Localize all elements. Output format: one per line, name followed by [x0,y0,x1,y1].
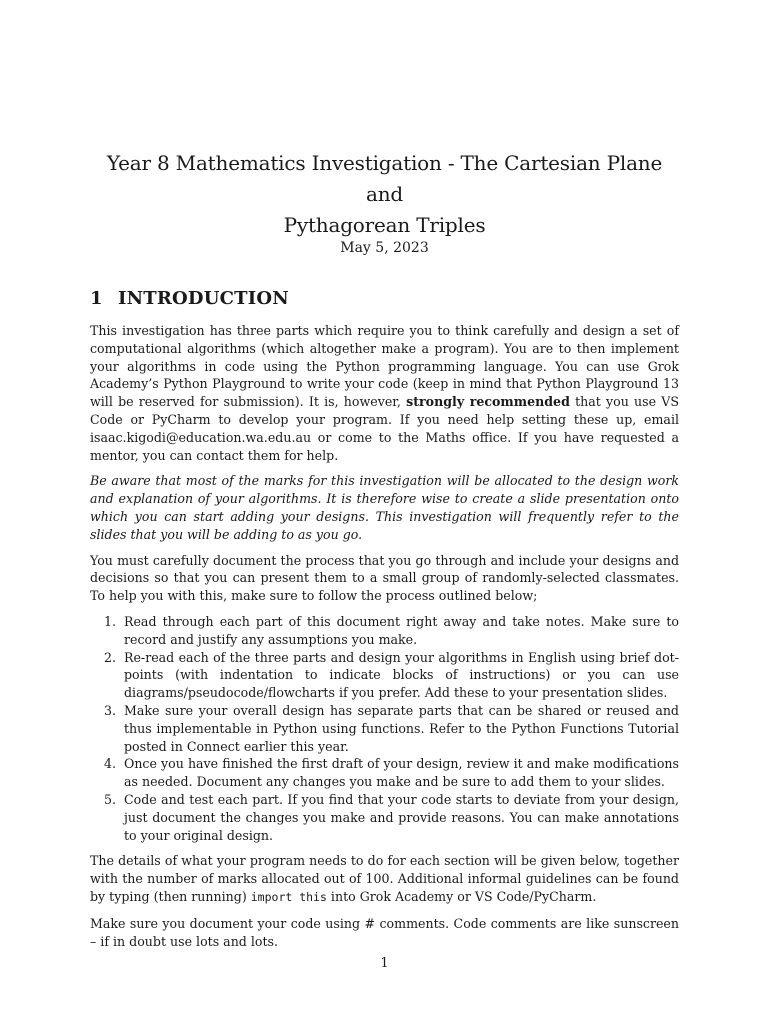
list-item-text: Re-read each of the three parts and design your algorithms in English using brief dot-points (with indentation to indicate blocks of instructions) or you can use diagrams/pseudocode/flowcharts if you prefer. Add these to your presentation slides. [124,649,679,701]
details-text-part-2: into Grok Academy or VS Code/PyCharm. [326,888,597,904]
title-line-1: Year 8 Mathematics Investigation - The Cartesian Plane and [106,151,663,206]
process-paragraph: You must carefully document the process that you go through and include your designs and decisions so that you can present them to a small group of randomly-selected classmates. To help you with this, make sure to follow the process outlined below; [90,552,679,604]
inline-code: import this [250,889,327,904]
section-number: 1 [90,288,103,309]
details-paragraph [90,852,679,906]
comments-paragraph: Make sure you document your code using # comments. Code comments are like sunscreen – if in doubt use lots and lots. [90,915,679,949]
list-item [90,613,679,649]
list-item-text: Make sure your overall design has separate parts that can be shared or reused and thus implementable in Python using functions. Refer to the Python Functions Tutorial posted in Connect earlier this year. [124,702,679,754]
document-date: May 5, 2023 [340,240,429,256]
title-line-2: Pythagorean Triples [283,213,486,237]
list-item [90,702,679,755]
intro-text-part-1: This investigation has three parts which require you to think carefully and design a set of computational algorithms (which altogether make a program). You are to then implement your algorithms in code using the Python programming language. You can use Grok Academy’s Python Playground to write your code (keep in mind that Python Playground 13 will be reserved for submission). It is, however, [90,323,679,410]
list-marker: 4. [104,756,117,772]
list-marker: 5. [104,791,117,807]
list-item [90,791,679,844]
document-body [90,322,679,958]
list-item [90,649,679,702]
page-number: 1 [380,956,389,971]
intro-text-part-2: that you use VS Code or PyCharm to develop your program. If you need help setting these up, email isaac.kigodi@education.wa.edu.au or come to the Maths office. If you have requested a mentor, you can contact them for help. [90,394,679,463]
document-title [90,148,679,241]
list-item-text: Once you have finished the first draft of your design, review it and make modifications as needed. Document any changes you make and be sure to add them to your slides. [124,756,679,790]
list-item-text: Read through each part of this document right away and take notes. Make sure to record and justify any assumptions you make. [124,613,679,647]
list-marker: 3. [104,702,117,718]
section-heading [90,288,289,309]
list-item [90,755,679,791]
warning-paragraph [90,472,679,543]
details-text-part-1: The details of what your program needs to do for each section will be given below, together with the number of marks allocated out of 100. Additional informal guidelines can be found by typing (then running) [90,853,679,904]
emphasis-strongly-recommended: strongly recommended [406,394,570,410]
warning-italic-text: Be aware that most of the marks for this investigation will be allocated to the design work and explanation of your algorithms. It is therefore wise to create a slide presentation onto which you can start adding your designs. This investigation will frequently refer to the slides that you will be adding to as you go. [90,473,679,542]
list-marker: 2. [104,649,117,665]
document-page [90,0,679,1024]
intro-paragraph [90,322,679,464]
list-marker: 1. [104,613,117,629]
process-steps-list [90,613,679,844]
list-item-text: Code and test each part. If you find that your code starts to deviate from your design, just document the changes you make and provide reasons. You can make annotations to your original design. [124,791,679,843]
section-title: INTRODUCTION [118,288,289,309]
